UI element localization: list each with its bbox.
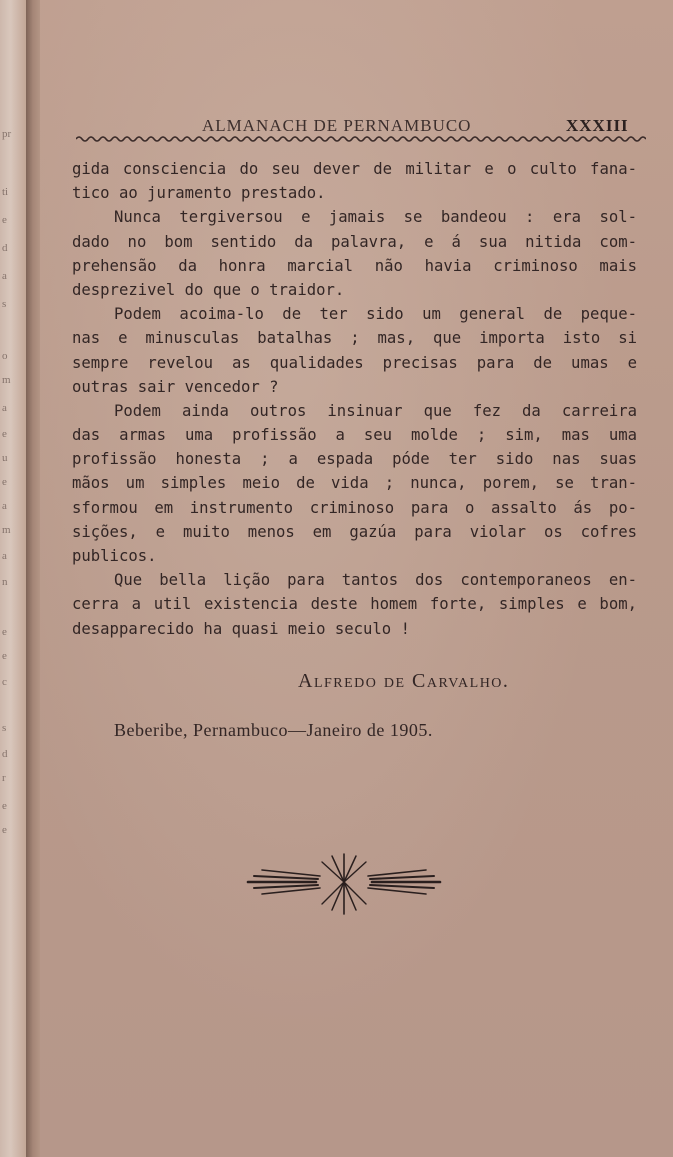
author-signature: Alfredo de Carvalho. [298,670,510,692]
wavy-rule-divider [76,134,646,144]
sunburst-dash-ornament-icon [246,852,442,918]
document-page [40,0,673,1157]
body-line: desprezivel do que o traidor. [72,280,345,299]
body-line: mãos um simples meio de vida ; nunca, porem, se tran- [72,474,637,493]
body-line: das armas uma profissão a seu molde ; sim, mas uma [72,426,637,445]
body-line: Nunca tergiversou e jamais se bandeou : era sol- [114,208,637,227]
body-line: tico ao juramento prestado. [72,184,326,203]
body-line: prehensão da honra marcial não havia criminoso mais [72,256,637,275]
dateline: Beberibe, Pernambuco—Janeiro de 1905. [114,720,433,740]
page-number: XXXIII [566,116,629,135]
body-line: outras sair vencedor ? [72,377,279,396]
body-line: profissão honesta ; a espada póde ter sido nas suas [72,450,637,469]
body-text [72,157,637,641]
body-line: gida consciencia do seu dever de militar e o culto fana- [72,160,637,178]
body-line: Podem ainda outros insinuar que fez da carreira [114,401,637,420]
book-spine-gutter [26,0,40,1157]
body-line: Que bella lição para tantos dos contemporaneos en- [114,571,637,590]
body-line: nas e minusculas batalhas ; mas, que importa isto si [72,329,637,348]
body-line: desapparecido ha quasi meio seculo ! [72,619,410,638]
body-line: dado no bom sentido da palavra, e á sua nitida com- [72,232,637,251]
body-line: Podem acoima-lo de ter sido um general de peque- [114,305,637,324]
adjacent-page-edge: pr ti e d a s o m a e u e a m a n e e c s d r e e [0,0,26,1157]
body-line: publicos. [72,547,157,565]
body-line: sformou em instrumento criminoso para o assalto ás po- [72,498,637,517]
running-header-title: ALMANACH DE PERNAMBUCO [202,116,472,135]
body-line: sições, e muito menos em gazúa para violar os cofres [72,522,637,541]
body-line: cerra a util existencia deste homem forte, simples e bom, [72,595,637,614]
body-line: sempre revelou as qualidades precisas para de umas e [72,353,637,372]
